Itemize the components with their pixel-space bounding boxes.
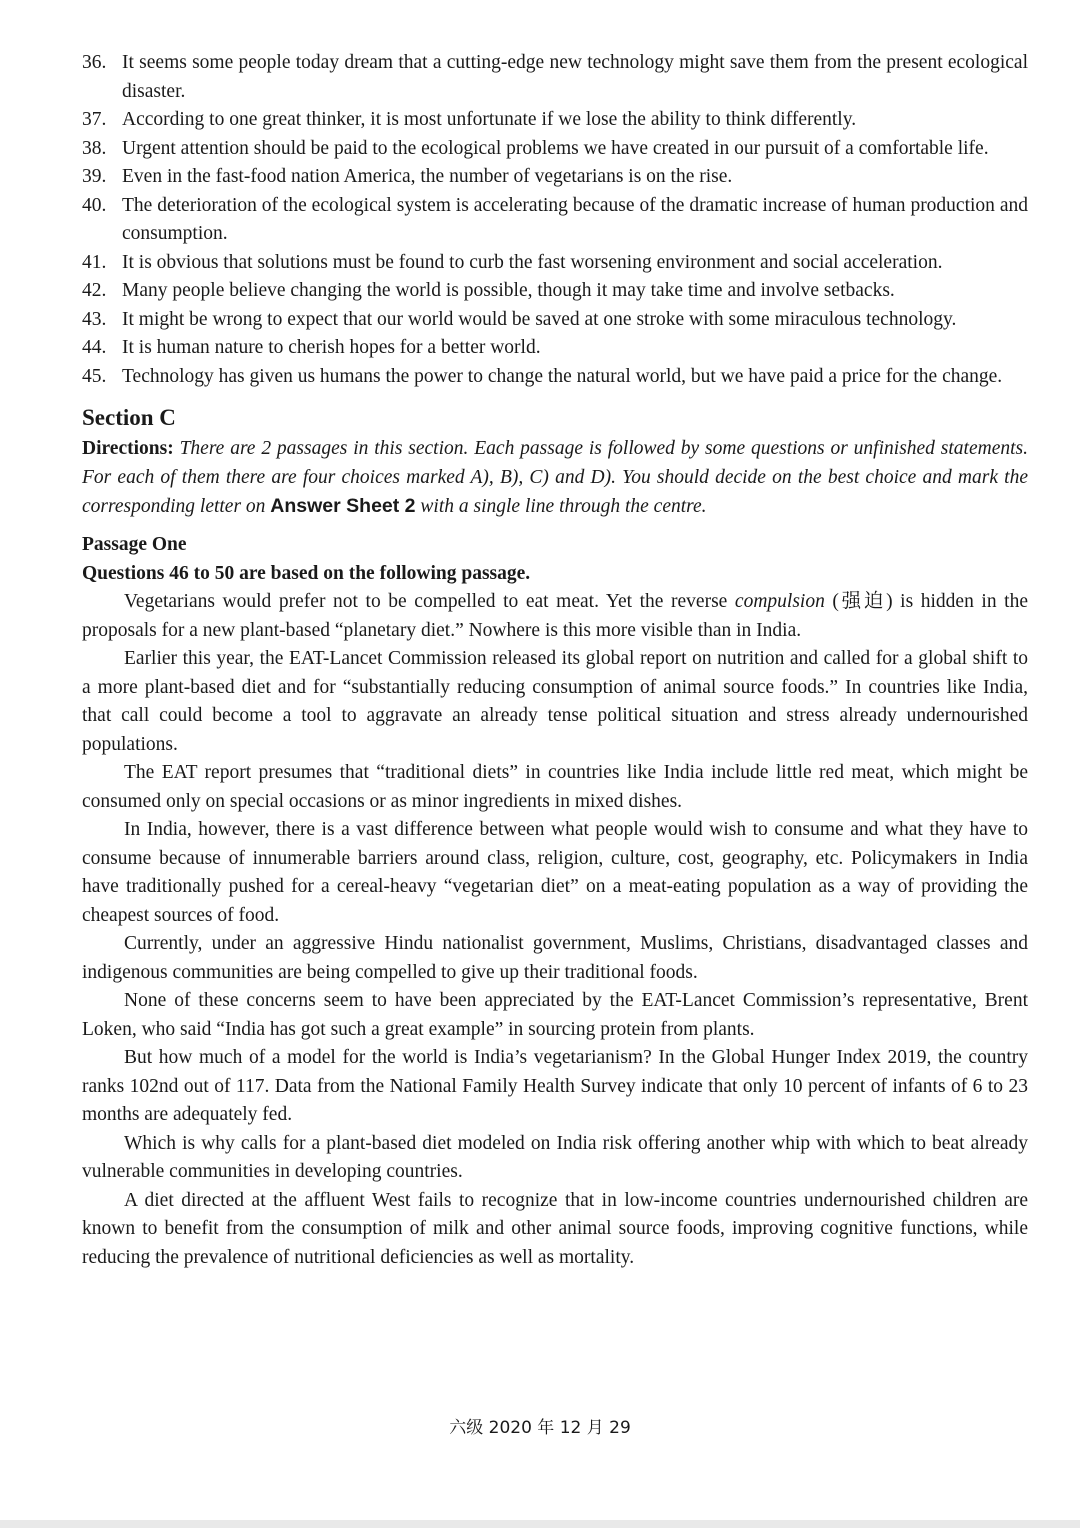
paragraph-text: Vegetarians would prefer not to be compelled to eat meat. Yet the reverse — [124, 591, 735, 612]
section-directions — [82, 434, 1028, 521]
statement-text: Many people believe changing the world is possible, though it may take time and involve setbacks. — [122, 280, 895, 301]
glossed-word: compulsion — [734, 591, 825, 612]
passage-paragraph: In India, however, there is a vast difference between what people would wish to consume and what they have to consume because of innumerable barriers around class, religion, culture, cost, geography, etc. Policymakers in India have traditionally pushed for a cereal-heavy “vegetarian diet” on a meat-eating population as a way of providing the cheapest sources of food. — [82, 819, 1028, 926]
exam-page — [82, 49, 1028, 1272]
passage-paragraph: But how much of a model for the world is India’s vegetarianism? In the Global Hunger Index 2019, the country ranks 102nd out of 117. Data from the National Family Health Survey indicate that only 10 percent of infants of 6 to 23 months are adequately fed. — [82, 1047, 1028, 1125]
statement-number: 39. — [82, 166, 107, 187]
statement-text: According to one great thinker, it is most unfortunate if we lose the ability to think differently. — [122, 109, 857, 130]
statement-number: 43. — [82, 308, 107, 330]
passage-label: Passage One — [82, 534, 187, 555]
statement-item — [82, 363, 1028, 392]
statement-text: It is human nature to cherish hopes for a better world. — [122, 337, 541, 358]
paragraph-text-cont: (强迫) is hidden in the proposals for a new plant-based “planetary diet.” Nowhere is this more visible than in India. — [82, 591, 1029, 641]
passage-paragraph: Earlier this year, the EAT-Lancet Commission released its global report on nutrition and called for a global shift to a more plant-based diet and for “substantially reducing consumption of animal source foods.” In countries like India, that call could become a tool to aggravate an already tense political situation and stress already undernourished populations. — [82, 648, 1028, 755]
statement-item — [82, 334, 1028, 363]
statement-number: 41. — [82, 251, 107, 273]
statement-item — [82, 106, 1028, 135]
passage-paragraph: Currently, under an aggressive Hindu nationalist government, Muslims, Christians, disadvantaged classes and indigenous communities are being compelled to give up their traditional foods. — [82, 933, 1028, 983]
statement-item — [82, 192, 1028, 249]
directions-label: Directions: — [82, 438, 174, 459]
statement-number: 44. — [82, 337, 107, 358]
directions-text: There are 2 passages in this section. Each passage is followed by some questions or unfinished statements. For each of them there are four choices marked A), B), C) and D). You should decide on the best choice and mark the corresponding letter on — [82, 438, 1028, 517]
statement-number: 45. — [82, 365, 107, 387]
statement-text: The deterioration of the ecological system is accelerating because of the dramatic increase of human production and consumption. — [122, 194, 1028, 244]
passage-paragraph: Which is why calls for a plant-based diet modeled on India risk offering another whip with which to beat already vulnerable communities in developing countries. — [82, 1132, 1028, 1182]
statement-item — [82, 306, 1028, 335]
statement-text: It seems some people today dream that a cutting-edge new technology might save them from the present ecological disaster. — [122, 52, 1028, 102]
answer-sheet-reference: Answer Sheet 2 — [270, 495, 416, 517]
passage-paragraph: The EAT report presumes that “traditional diets” in countries like India include little red meat, which might be consumed only on special occasions or as minor ingredients in mixed dishes. — [82, 762, 1028, 812]
statement-number: 36. — [82, 52, 107, 73]
statement-number: 37. — [82, 109, 107, 130]
passage-paragraph — [82, 588, 1028, 645]
statement-item — [82, 277, 1028, 306]
scan-edge-divider — [0, 1520, 1080, 1528]
statement-list — [82, 49, 1028, 391]
passage-body — [82, 588, 1028, 1272]
passage-paragraph: None of these concerns seem to have been appreciated by the EAT-Lancet Commission’s representative, Brent Loken, who said “India has got such a great example” in sourcing protein from plants. — [82, 990, 1028, 1040]
passage-paragraph: A diet directed at the affluent West fails to recognize that in low-income countries undernourished children are known to benefit from the consumption of milk and other animal source foods, improving cognitive functions, while reducing the prevalence of nutritional deficiencies as well as mortality. — [82, 1189, 1028, 1268]
section-title: Section C — [82, 405, 176, 430]
statement-text: It might be wrong to expect that our world would be saved at one stroke with some miraculous technology. — [122, 308, 957, 330]
statement-text: Technology has given us humans the power to change the natural world, but we have paid a price for the change. — [122, 365, 1003, 387]
statement-item — [82, 249, 1028, 278]
statement-item — [82, 163, 1028, 192]
statement-item — [82, 49, 1028, 106]
statement-number: 40. — [82, 194, 107, 216]
statement-item — [82, 135, 1028, 164]
questions-range-line: Questions 46 to 50 are based on the following passage. — [82, 562, 531, 584]
directions-text-end: with a single line through the centre. — [415, 496, 707, 517]
statement-number: 42. — [82, 280, 107, 301]
statement-text: It is obvious that solutions must be found to curb the fast worsening environment and social acceleration. — [122, 251, 943, 273]
statement-number: 38. — [82, 137, 107, 159]
statement-text: Even in the fast-food nation America, the number of vegetarians is on the rise. — [122, 166, 733, 187]
page-footer: 六级 2020 年 12 月 29 — [449, 1418, 631, 1438]
statement-text: Urgent attention should be paid to the ecological problems we have created in our pursuit of a comfortable life. — [122, 137, 989, 159]
